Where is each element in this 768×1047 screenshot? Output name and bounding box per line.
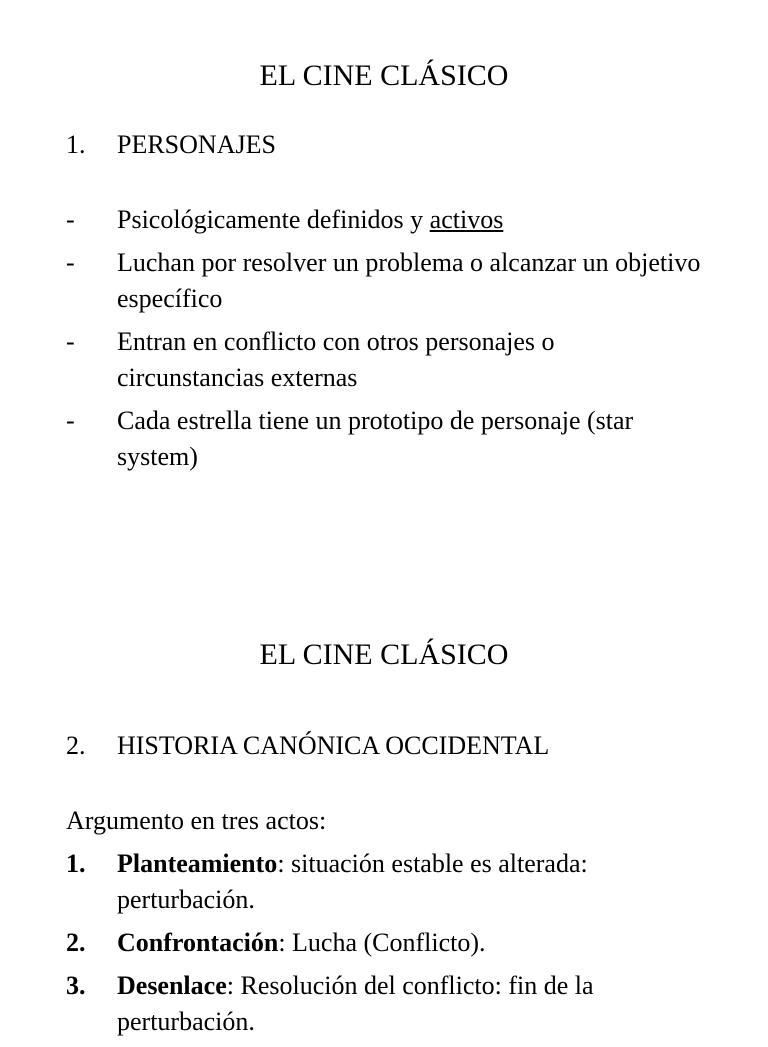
slide2-section-number: 2. (66, 731, 86, 760)
act-number: 1. (66, 849, 86, 878)
slide1-title: EL CINE CLÁSICO (259, 59, 509, 92)
slide2-title: EL CINE CLÁSICO (259, 638, 509, 671)
bullet-text: Cada estrella tiene un prototipo de personaje (star system) (117, 406, 634, 471)
slide2-section-heading (66, 728, 726, 764)
act-text: : situación estable es alterada: perturbación. (117, 849, 588, 914)
act-term: Confrontación (117, 928, 279, 957)
list-item (66, 968, 706, 1040)
bullet-text: Luchan por resolver un problema o alcanzar un objetivo específico (117, 248, 701, 313)
act-number: 3. (66, 971, 86, 1000)
list-item (66, 403, 706, 475)
list-item (66, 846, 706, 918)
bullet-text: Entran en conflicto con otros personajes o circunstancias externas (117, 327, 555, 392)
act-text: : Resolución del conflicto: fin de la perturbación. (117, 971, 594, 1036)
slide2-intro: Argumento en tres actos: (66, 806, 327, 835)
act-term: Desenlace (117, 971, 227, 1000)
bullet-marker: - (66, 248, 75, 277)
act-text: : Lucha (Conflicto). (278, 928, 486, 957)
bullet-marker: - (66, 406, 75, 435)
list-item (66, 245, 706, 317)
act-number: 2. (66, 928, 86, 957)
underlined-word: activos (429, 205, 504, 234)
list-item (66, 925, 706, 961)
act-term: Planteamiento (117, 849, 278, 878)
bullet-marker: - (66, 205, 75, 234)
list-item (66, 324, 706, 396)
slide1-section-number: 1. (66, 130, 86, 159)
bullet-text: Psicológicamente definidos y (117, 205, 430, 234)
list-item (66, 202, 706, 238)
slide2-section-title: HISTORIA CANÓNICA OCCIDENTAL (117, 731, 550, 760)
slide1-bullet-list (66, 202, 706, 482)
slide2-acts-list (66, 846, 706, 1047)
slide1-section-title: PERSONAJES (117, 130, 276, 159)
bullet-marker: - (66, 327, 75, 356)
slide1-section-heading (66, 127, 726, 163)
